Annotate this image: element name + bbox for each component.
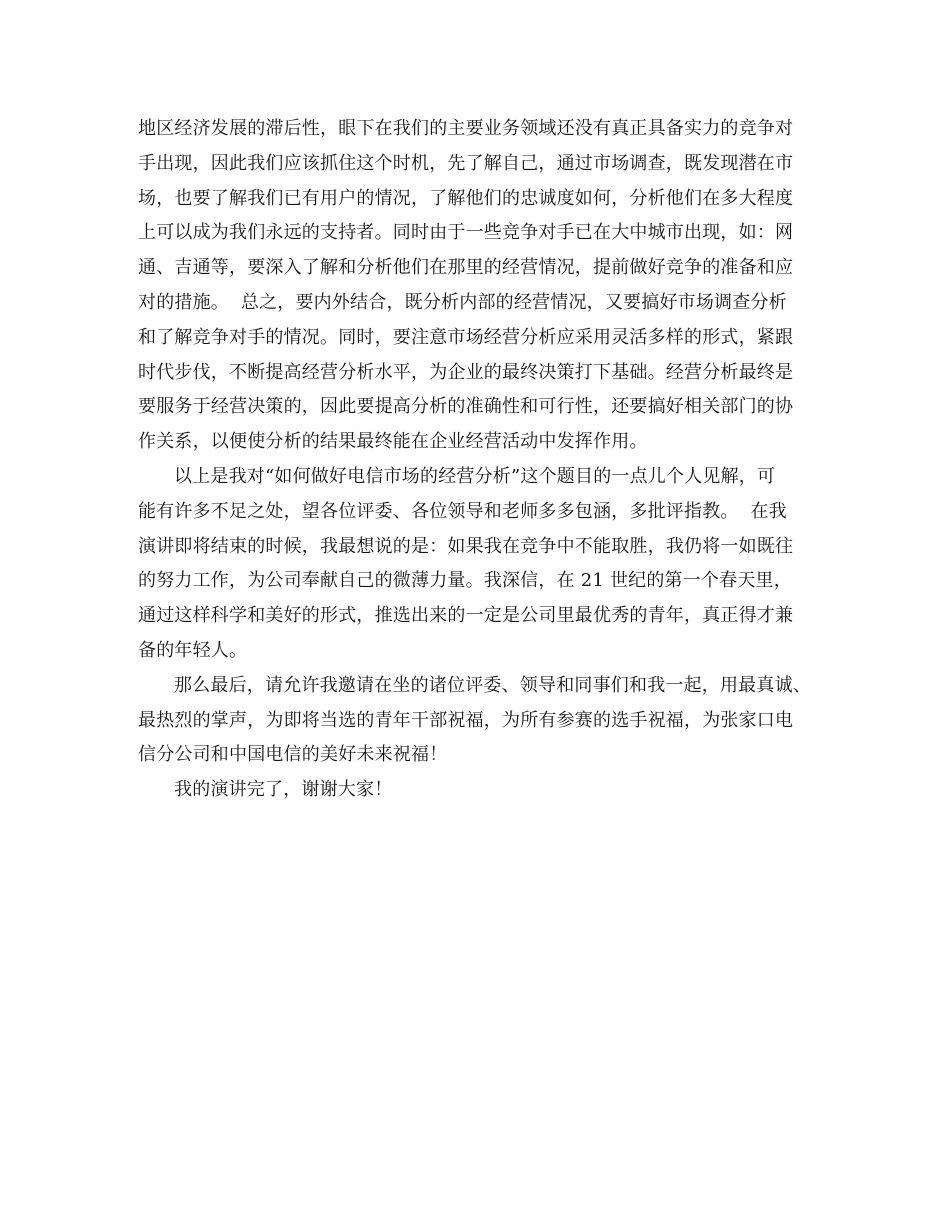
text-line: 作关系，以便使分析的结果最终能在企业经营活动中发挥作用。 xyxy=(138,431,648,453)
text-line: 的努力工作，为公司奉献自己的微薄力量。我深信，在 21 世纪的第一个春天里， xyxy=(138,570,792,592)
text-line: 手出现，因此我们应该抓住这个时机，先了解自己，通过市场调查，既发现潜在市 xyxy=(138,152,794,174)
paragraph-1 xyxy=(138,112,828,460)
document-body xyxy=(138,112,828,808)
text-line: 时代步伐，不断提高经营分析水平，为企业的最终决策打下基础。经营分析最终是 xyxy=(138,361,794,383)
text-line: 我的演讲完了，谢谢大家！ xyxy=(174,779,393,801)
text-line: 地区经济发展的滞后性，眼下在我们的主要业务领域还没有真正具备实力的竞争对 xyxy=(138,118,794,139)
text-line: 要服务于经营决策的，因此要提高分析的准确性和可行性，还要搞好相关部门的协 xyxy=(138,396,794,418)
text-line: 对的措施。 总之，要内外结合，既分析内部的经营情况，又要搞好市场调查分析 xyxy=(138,291,787,313)
text-line: 以上是我对“如何做好电信市场的经营分析”这个题目的一点儿个人见解，可 xyxy=(174,465,776,487)
text-line: 和了解竞争对手的情况。同时，要注意市场经营分析应采用灵活多样的形式，紧跟 xyxy=(138,326,794,348)
text-line: 通过这样科学和美好的形式，推选出来的一定是公司里最优秀的青年，真正得才兼 xyxy=(138,605,794,627)
text-line: 信分公司和中国电信的美好未来祝福！ xyxy=(138,744,448,766)
text-line: 场，也要了解我们已有用户的情况，了解他们的忠诚度如何，分析他们在多大程度 xyxy=(138,187,794,209)
text-line: 备的年轻人。 xyxy=(138,639,248,661)
paragraph-3 xyxy=(138,669,828,773)
paragraph-2 xyxy=(138,460,828,669)
text-line: 能有许多不足之处，望各位评委、各位领导和老师多多包涵，多批评指教。 在我 xyxy=(138,500,787,522)
text-line: 演讲即将结束的时候，我最想说的是：如果我在竞争中不能取胜，我仍将一如既往 xyxy=(138,535,794,557)
text-line: 那么最后，请允许我邀请在坐的诸位评委、领导和同事们和我一起，用最真诚、 xyxy=(174,674,811,696)
text-line: 最热烈的掌声，为即将当选的青年干部祝福，为所有参赛的选手祝福，为张家口电 xyxy=(138,709,794,731)
text-line: 上可以成为我们永远的支持者。同时由于一些竞争对手已在大中城市出现，如：网 xyxy=(138,222,794,244)
paragraph-4 xyxy=(138,773,828,808)
text-line: 通、吉通等，要深入了解和分析他们在那里的经营情况，提前做好竞争的准备和应 xyxy=(138,257,794,279)
